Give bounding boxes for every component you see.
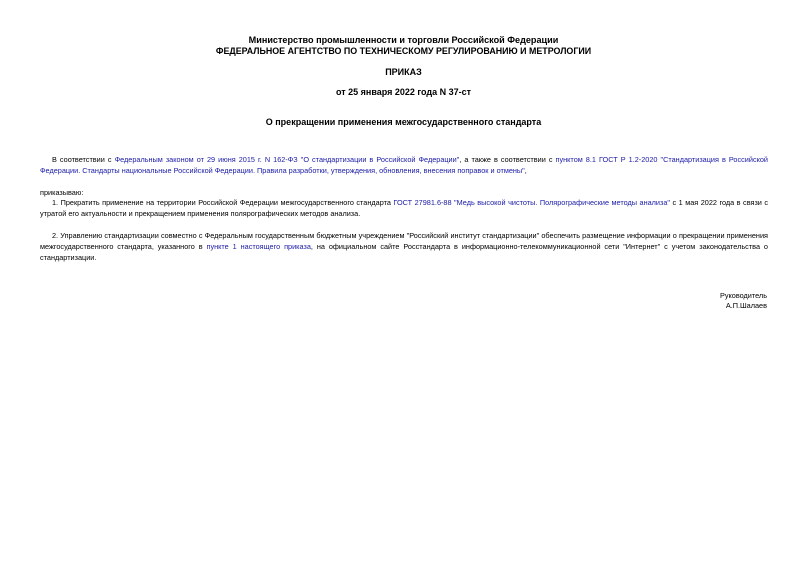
item1-text-2: с 1 мая 2022 года в связи с утратой его актуальности и прекращением применения полярографических методов анализа. [40,198,769,218]
order-date-number: от 25 января 2022 года N 37-ст [335,87,472,97]
paragraph-item-1 [40,197,768,219]
signatory-position: Руководитель [719,291,767,300]
decree-word: приказываю: [40,188,84,197]
order-subject: О прекращении применения межгосударственного стандарта [265,117,542,127]
paragraph-item-2 [40,230,768,263]
federal-law-link[interactable]: Федеральным законом от 29 июня 2015 г. N 162-ФЗ "О стандартизации в Российской Федерации" [114,155,460,164]
paragraph-preamble [40,154,768,176]
gost-r-1-2-2020-link[interactable]: пунктом 8.1 ГОСТ Р 1.2-2020 "Стандартизация в Российской Федерации. Стандарты национальные Российской Федерации. Правила разработки, утверждения, обновления, внесения поправок и отмены" [40,155,768,175]
gost-27981-6-88-link[interactable]: ГОСТ 27981.6-88 "Медь высокой чистоты. Полярографические методы анализа" [393,198,670,207]
ministry-heading: Министерство промышленности и торговли Российской Федерации [248,35,559,45]
preamble-text-3: , [524,166,527,175]
item2-text-2: , на официальном сайте Росстандарта в информационно-телекоммуникационной сети "Интернет" с учетом законодательства о стандартизации. [40,242,768,262]
preamble-text-2: , а также в соответствии с [459,155,556,164]
signatory-name: А.П.Шалаев [725,301,767,310]
order-title: ПРИКАЗ [385,67,422,77]
agency-heading: ФЕДЕРАЛЬНОЕ АГЕНТСТВО ПО ТЕХНИЧЕСКОМУ РЕГУЛИРОВАНИЮ И МЕТРОЛОГИИ [215,46,592,56]
item1-text-1: 1. Прекратить применение на территории Российской Федерации межгосударственного стандарта [52,198,394,207]
item2-text-1: 2. Управлению стандартизации совместно с Федеральным государственным бюджетным учреждением "Российский институт стандартизации" обеспечить размещение информации о прекращении применения межгосударственного стандарта, указанного в [40,231,768,251]
preamble-text-1: В соответствии с [52,155,115,164]
signature-block [720,291,767,311]
point-1-order-link[interactable]: пункте 1 настоящего приказа [206,242,311,251]
